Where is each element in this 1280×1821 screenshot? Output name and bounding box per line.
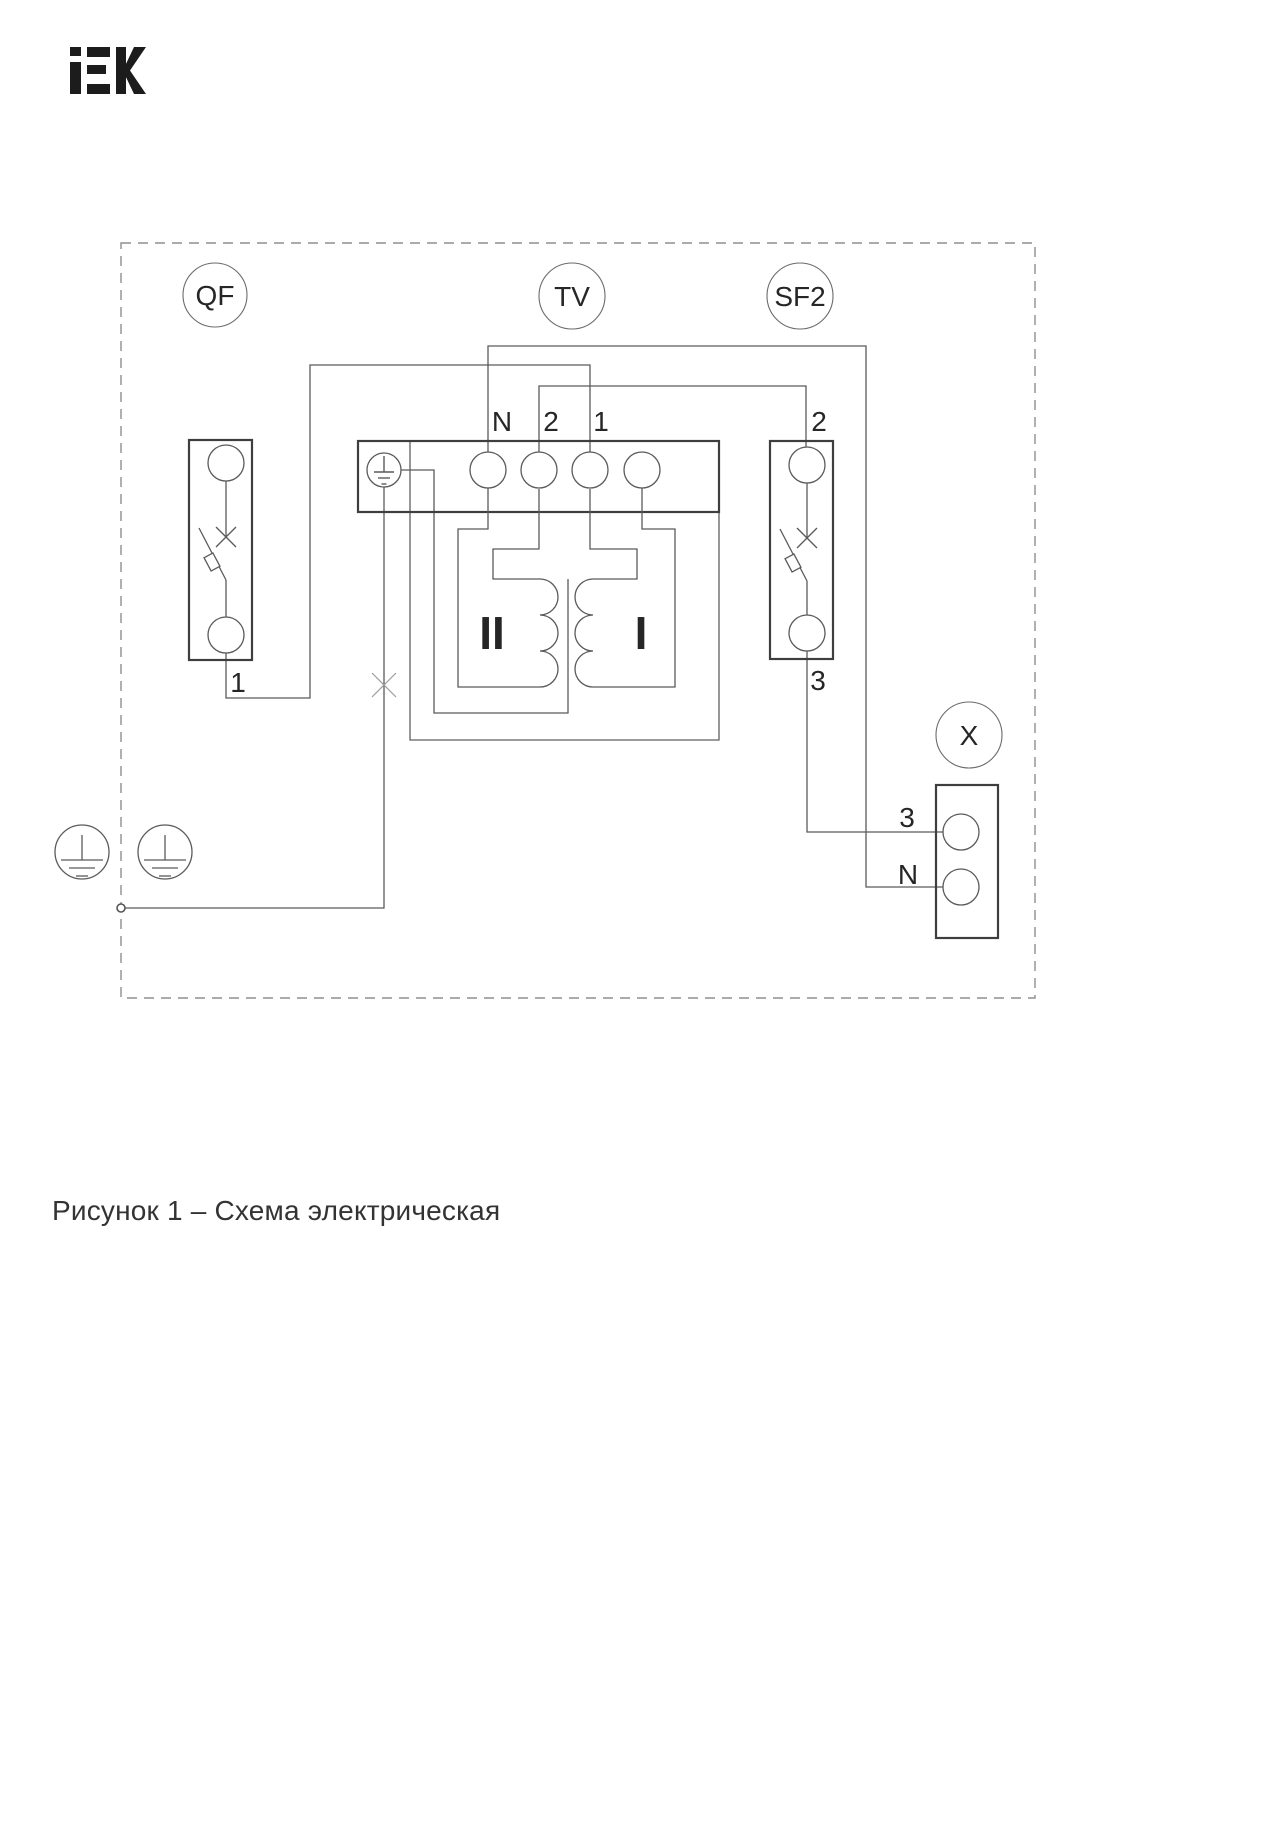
winding-secondary-path xyxy=(458,488,558,687)
tv-terminal-4 xyxy=(624,452,660,488)
transformer-unit xyxy=(358,441,719,740)
sf2-tag: SF2 xyxy=(774,281,826,312)
qf-tag: QF xyxy=(195,280,235,311)
tv-tag: TV xyxy=(554,281,590,312)
tv-terminal-n-label: N xyxy=(491,406,513,437)
logo-e-bottom-bar xyxy=(87,84,110,94)
qf-bottom-terminal-label: 1 xyxy=(230,667,246,698)
sf2-release-box xyxy=(785,554,801,572)
wire-sf2-to-connector xyxy=(807,651,943,832)
sf2-breaker xyxy=(770,441,833,659)
iek-logo xyxy=(70,47,146,94)
tv-body-outline xyxy=(410,441,719,740)
qf-terminal-bottom xyxy=(208,617,244,653)
logo-e-mid-bar xyxy=(87,65,106,74)
qf-terminal-top xyxy=(208,445,244,481)
sf2-bottom-terminal-label: 3 xyxy=(810,665,826,696)
sf2-top-terminal-label: 2 xyxy=(811,406,827,437)
earth-symbol-right xyxy=(138,825,192,879)
logo-k-arms xyxy=(124,47,146,94)
winding-primary-path xyxy=(575,488,675,687)
tv-terminal-n xyxy=(470,452,506,488)
sf2-terminal-top xyxy=(789,447,825,483)
tv-terminal-1 xyxy=(572,452,608,488)
x-terminal-n xyxy=(943,869,979,905)
logo-e-top-bar xyxy=(87,47,110,57)
qf-release-box xyxy=(204,553,220,571)
x-connector xyxy=(936,785,998,938)
wire-1-to-qf xyxy=(226,365,590,698)
wire-screen-ground xyxy=(401,470,568,713)
tv-terminal-1-label: 1 xyxy=(593,406,609,437)
x-tag: X xyxy=(959,720,979,751)
logo-i-stem xyxy=(70,62,81,94)
ground-node xyxy=(117,904,125,912)
tv-terminal-2-label: 2 xyxy=(543,406,559,437)
winding-primary-label: I xyxy=(634,607,648,659)
figure-caption: Рисунок 1 – Схема электрическая xyxy=(52,1195,501,1226)
tv-terminal-2 xyxy=(521,452,557,488)
x-connector-box xyxy=(936,785,998,938)
qf-breaker xyxy=(189,440,252,660)
sf2-terminal-bottom xyxy=(789,615,825,651)
x-terminal-n-label: N xyxy=(897,859,919,890)
wire-2-to-sf2 xyxy=(539,386,806,452)
earth-symbol-left xyxy=(55,825,109,879)
winding-secondary-label: II xyxy=(479,607,505,659)
logo-i-dot xyxy=(70,47,81,56)
x-terminal-3 xyxy=(943,814,979,850)
x-terminal-3-label: 3 xyxy=(899,802,915,833)
